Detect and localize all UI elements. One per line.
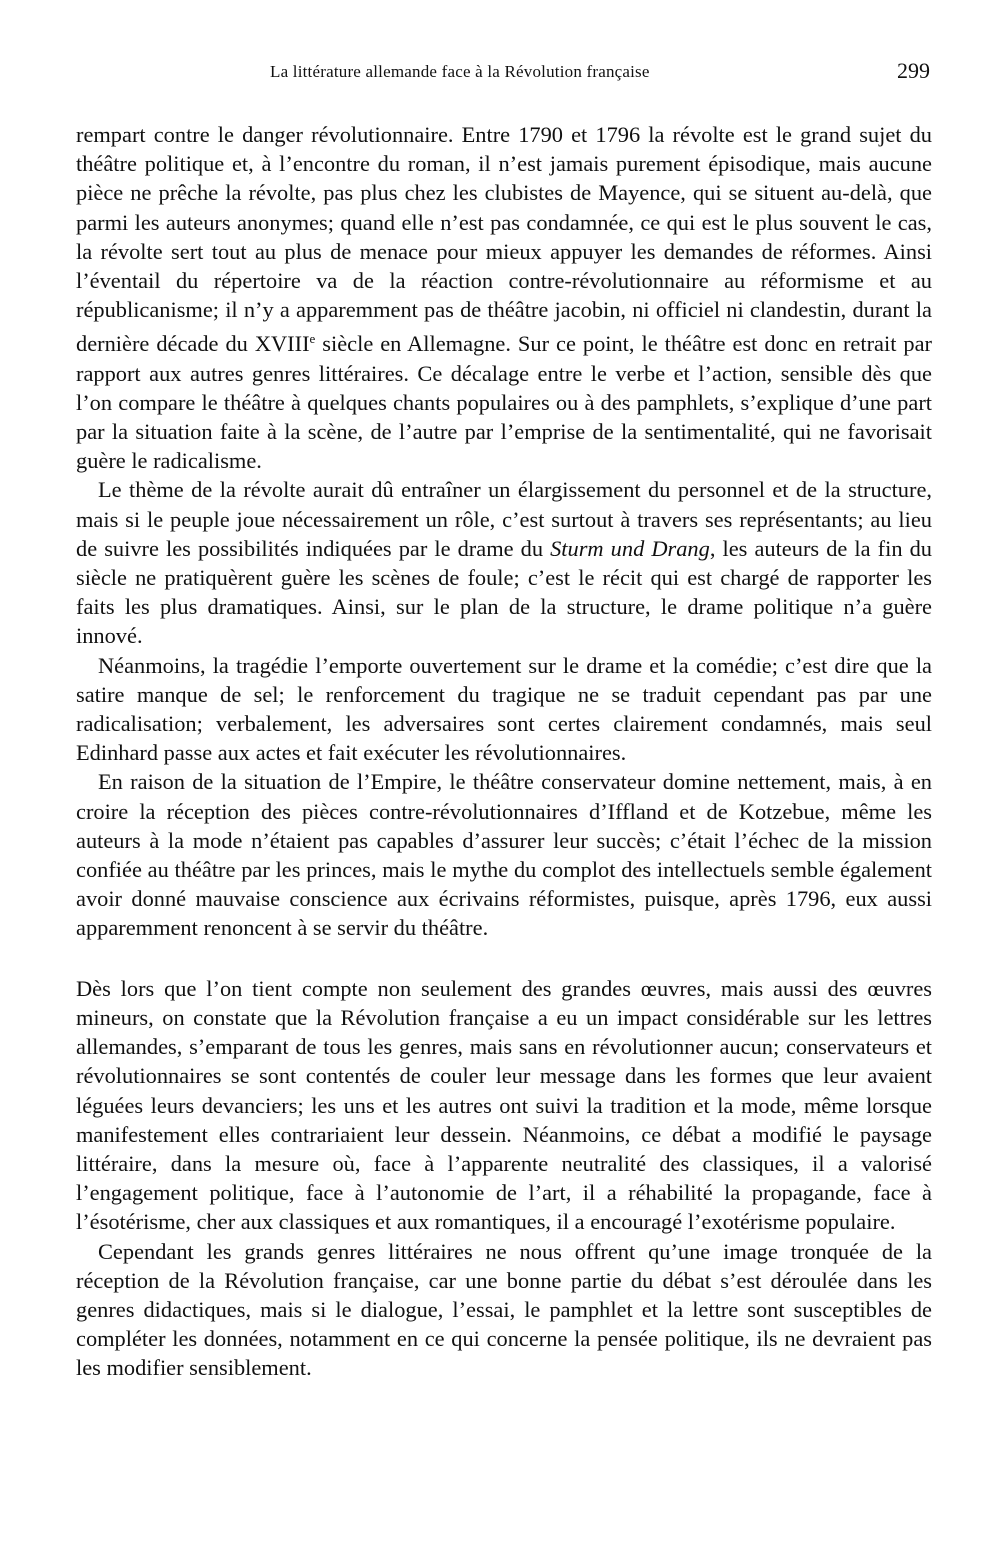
- paragraph-2-text-a: Le thème de la révolte aurait dû entraîner un élargissement du personnel et de la structure, mais si le peuple joue nécessairement un rôle, c’est surtout à travers ses représentants; au lieu de suivre les possibilités indiquées par le drame du: [76, 477, 932, 561]
- paragraph-1: [76, 120, 932, 475]
- paragraph-1-text-b: siècle en Allemagne. Sur ce point, le théâtre est donc en retrait par rapport aux autres genres littéraires. Ce décalage entre le verbe et l’action, sensible dès que l’on compare le théâtre à quelques chants populaires ou à des pamphlets, s’explique d’une part par la situation faite à la scène, de l’autre par l’emprise de la sentimentalité, qui ne favorisait guère le radicalisme.: [76, 331, 932, 474]
- paragraph-3: Néanmoins, la tragédie l’emporte ouvertement sur le drame et la comédie; c’est dire que la satire manque de sel; le renforcement du tragique ne se traduit cependant pas par une radicalisation; verbalement, les adversaires sont certes clairement condamnés, mais seul Edinhard passe aux actes et fait exécuter les révolutionnaires.: [76, 652, 932, 766]
- page-number: 299: [897, 58, 930, 83]
- running-header: [76, 56, 932, 96]
- paragraph-4: En raison de la situation de l’Empire, le théâtre conservateur domine nettement, mais, à en croire la réception des pièces contre-révolutionnaires d’Iffland et de Kotzebue, même les auteurs à la mode n’étaient pas capables d’assurer leur succès; c’était l’échec de la mission confiée au théâtre par les princes, mais le mythe du complot des intellectuels semble également avoir donné mauvaise conscience aux écrivains réformistes, puisque, après 1796, eux aussi apparemment renoncent à se servir du théâtre.: [76, 769, 932, 941]
- italic-term: Sturm und Drang: [550, 535, 710, 561]
- paragraph-1-text-a: rempart contre le danger révolutionnaire. Entre 1790 et 1796 la révolte est le grand sujet du théâtre politique et, à l’encontre du roman, il n’est jamais purement épisodique, mais aucune pièce ne prêche la révolte, pas plus chez les clubistes de Mayence, qui se situent au-delà, que parmi les auteurs anonymes; quand elle n’est pas condamnée, ce qui est le plus souvent le cas, la révolte sert tout au plus de menace pour mieux appuyer les demandes de réformes. Ainsi l’éventail du répertoire va de la réaction contre-révolutionnaire au réformisme et au républicanisme; il n’y a apparemment pas de théâtre jacobin, ni officiel ni clandestin, durant la dernière décade du XVIII: [76, 122, 932, 357]
- body-text: [76, 120, 932, 1383]
- book-page: [76, 56, 932, 1383]
- paragraph-5: Dès lors que l’on tient compte non seulement des grandes œuvres, mais aussi des œuvres mineurs, on constate que la Révolution française a eu un impact considérable sur les lettres allemandes, s’emparant de tous les genres, mais sans en révolutionner aucun; conservateurs et révolutionnaires se sont contentés de couler leur message dans les formes que leur avaient léguées leurs devanciers; les uns et les autres ont suivi la tradition et la mode, même lorsque manifestement elles contrariaient leur dessein. Néanmoins, ce débat a modifié le paysage littéraire, dans la mesure où, face à l’apparente neutralité des classiques, il a valorisé l’engagement politique, face à l’autonomie de l’art, il a réhabilité la propagande, face à l’ésotérisme, cher aux classiques et aux romantiques, il a encouragé l’exotérisme populaire.: [76, 975, 932, 1235]
- running-title: La littérature allemande face à la Révolution française: [270, 62, 650, 81]
- paragraph-2-text-b: , les auteurs de la fin du siècle ne pratiquèrent guère les scènes de foule; c’est le récit qui est chargé de rapporter les faits les plus dramatiques. Ainsi, sur le plan de la structure, le drame politique n’a guère innové.: [76, 535, 932, 649]
- century-superscript: e: [309, 331, 316, 347]
- section-break: [76, 943, 932, 974]
- paragraph-6: Cependant les grands genres littéraires ne nous offrent qu’une image tronquée de la réception de la Révolution française, car une bonne partie du débat s’est déroulée dans les genres didactiques, mais si le dialogue, l’essai, le pamphlet et la lettre sont susceptibles de compléter les données, notamment en ce qui concerne la pensée politique, ils ne devraient pas les modifier sensiblement.: [76, 1238, 932, 1381]
- paragraph-2: [76, 475, 932, 650]
